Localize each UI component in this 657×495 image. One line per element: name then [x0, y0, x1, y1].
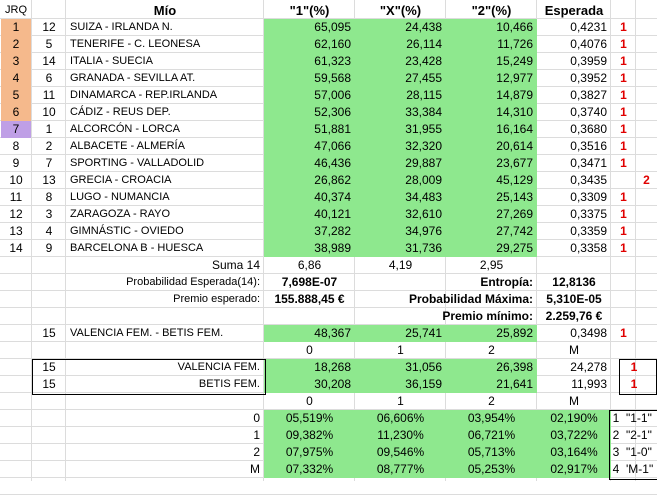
goals-header: 2 — [488, 343, 495, 357]
pick-one[interactable]: 1 — [620, 122, 627, 136]
prob-maxima-label: Probabilidad Máxima: — [408, 292, 533, 306]
prob-one[interactable]: 57,006 — [264, 87, 355, 104]
match-order[interactable]: 7 — [45, 156, 53, 170]
matrix-cell-m[interactable]: 02,917% — [537, 461, 611, 478]
match-order[interactable]: 2 — [45, 139, 53, 153]
prob-x[interactable]: 27,455 — [355, 70, 446, 87]
jrq-number[interactable]: 6 — [1, 104, 31, 121]
match-name[interactable]: GRANADA - SEVILLA AT. — [70, 72, 196, 84]
suma-label: Suma 14 — [211, 258, 260, 272]
matrix-cell-2[interactable]: 03,954% — [446, 410, 537, 427]
match-name[interactable]: BARCELONA B - HUESCA — [70, 242, 204, 254]
prob-x[interactable]: 33,384 — [355, 104, 446, 121]
result-rank[interactable]: 4 — [612, 462, 620, 476]
esperada-value[interactable]: 0,3471 — [570, 156, 607, 170]
entropia-label: Entropía: — [480, 275, 533, 289]
matrix-header: M — [569, 394, 579, 408]
prob-x[interactable]: 32,320 — [355, 138, 446, 155]
match-order[interactable]: 6 — [45, 71, 53, 85]
header-two: "2"(%) — [471, 3, 512, 18]
result-score[interactable]: 'M-1" — [626, 462, 654, 476]
esperada-value[interactable]: 0,3358 — [570, 241, 607, 255]
goals-0[interactable]: 30,208 — [264, 376, 355, 393]
pick-two[interactable] — [636, 19, 657, 36]
pick-one[interactable]: 1 — [620, 37, 627, 51]
prob-x[interactable]: 28,115 — [355, 87, 446, 104]
esperada-value[interactable]: 0,3309 — [570, 190, 607, 204]
prob-two[interactable]: 20,614 — [446, 138, 537, 155]
match-order[interactable]: 12 — [42, 20, 56, 34]
pick-two[interactable] — [636, 189, 657, 206]
goals-m[interactable]: 24,278 — [570, 360, 607, 374]
matrix-cell-m[interactable]: 03,722% — [537, 427, 611, 444]
header-mio: Mío — [153, 3, 177, 18]
match-name[interactable]: ALBACETE - ALMERÍA — [70, 140, 185, 152]
jrq-number[interactable]: 11 — [9, 190, 23, 204]
pick-two[interactable] — [636, 53, 657, 70]
prob-one[interactable]: 52,306 — [264, 104, 355, 121]
result-score[interactable]: "2-1" — [626, 428, 652, 442]
match-order[interactable]: 5 — [45, 37, 53, 51]
goals-team[interactable]: VALENCIA FEM. — [177, 361, 260, 373]
jrq-number[interactable]: 13 — [9, 224, 23, 238]
pick-one[interactable]: 1 — [620, 156, 627, 170]
match-name[interactable]: SUIZA - IRLANDA N. — [70, 21, 173, 33]
goals-1[interactable]: 36,159 — [355, 376, 446, 393]
goals-team[interactable]: BETIS FEM. — [198, 378, 260, 390]
matrix-cell-0[interactable]: 07,975% — [264, 444, 355, 461]
matrix-cell-1[interactable]: 08,777% — [355, 461, 446, 478]
match-order[interactable]: 8 — [45, 190, 53, 204]
pleno-prob-one[interactable]: 48,367 — [264, 325, 355, 342]
goals-pick-box — [619, 359, 657, 395]
goals-2[interactable]: 26,398 — [446, 359, 537, 376]
prob-one[interactable]: 47,066 — [264, 138, 355, 155]
prob-one[interactable]: 40,374 — [264, 189, 355, 206]
prob-one[interactable]: 38,989 — [264, 240, 355, 257]
prob-x[interactable]: 29,887 — [355, 155, 446, 172]
prob-maxima-value: 5,310E-05 — [546, 292, 602, 306]
jrq-number[interactable]: 8 — [12, 139, 20, 153]
suma-x: 4,19 — [388, 258, 413, 272]
pick-two[interactable] — [636, 223, 657, 240]
jrq-number[interactable]: 1 — [1, 19, 31, 36]
pick-two[interactable] — [636, 70, 657, 87]
pleno-match[interactable]: VALENCIA FEM. - BETIS FEM. — [70, 327, 224, 339]
prob-x[interactable]: 34,976 — [355, 223, 446, 240]
pick-two[interactable] — [636, 155, 657, 172]
result-score[interactable]: "1-1" — [626, 411, 652, 425]
prob-x[interactable]: 32,610 — [355, 206, 446, 223]
matrix-row-label: 2 — [253, 445, 260, 459]
premio-esperado-value: 155.888,45 € — [274, 292, 345, 306]
prob-x[interactable]: 24,438 — [355, 19, 446, 36]
matrix-cell-1[interactable]: 11,230% — [355, 427, 446, 444]
pick-one[interactable]: 1 — [620, 190, 627, 204]
pleno-prob-x[interactable]: 25,741 — [355, 325, 446, 342]
esperada-value[interactable]: 0,3740 — [570, 105, 607, 119]
pleno-order[interactable]: 15 — [42, 326, 56, 340]
matrix-row-label: M — [250, 462, 260, 476]
jrq-number[interactable]: 5 — [1, 87, 31, 104]
prob-two[interactable]: 15,249 — [446, 53, 537, 70]
matrix-cell-2[interactable]: 06,721% — [446, 427, 537, 444]
match-order[interactable]: 9 — [45, 241, 53, 255]
match-order[interactable]: 13 — [42, 173, 56, 187]
header-esperada: Esperada — [544, 3, 604, 18]
jrq-number[interactable]: 14 — [9, 241, 23, 255]
pick-two[interactable] — [636, 121, 657, 138]
jrq-number[interactable]: 12 — [9, 207, 23, 221]
esperada-value[interactable]: 0,3359 — [570, 224, 607, 238]
matrix-cell-1[interactable]: 06,606% — [355, 410, 446, 427]
suma-one: 6,86 — [297, 258, 322, 272]
prob-one[interactable]: 61,323 — [264, 53, 355, 70]
prob-x[interactable]: 26,114 — [355, 36, 446, 53]
header-x: "X"(%) — [379, 3, 422, 18]
prob-one[interactable]: 59,568 — [264, 70, 355, 87]
match-order[interactable]: 4 — [45, 224, 53, 238]
prob-two[interactable]: 27,742 — [446, 223, 537, 240]
prob-two[interactable]: 16,164 — [446, 121, 537, 138]
match-name[interactable]: GIMNÁSTIC - OVIEDO — [70, 225, 184, 237]
prob-two[interactable]: 23,677 — [446, 155, 537, 172]
esperada-value[interactable]: 0,3375 — [570, 207, 607, 221]
esperada-value[interactable]: 0,3435 — [570, 173, 607, 187]
pleno-pick[interactable]: 1 — [620, 326, 627, 340]
match-name[interactable]: SPORTING - VALLADOLID — [70, 157, 205, 169]
results-box — [609, 410, 657, 480]
header-one: "1"(%) — [289, 3, 330, 18]
esperada-value[interactable]: 0,3952 — [570, 71, 607, 85]
prob-one[interactable]: 46,436 — [264, 155, 355, 172]
prob-x[interactable]: 23,428 — [355, 53, 446, 70]
prob-x[interactable]: 28,009 — [355, 172, 446, 189]
pick-two[interactable] — [636, 206, 657, 223]
result-rank[interactable]: 3 — [612, 445, 620, 459]
matrix-cell-m[interactable]: 03,164% — [537, 444, 611, 461]
prob-two[interactable]: 25,143 — [446, 189, 537, 206]
match-order[interactable]: 10 — [42, 105, 56, 119]
esperada-value[interactable]: 0,3516 — [570, 139, 607, 153]
prob-two[interactable]: 29,275 — [446, 240, 537, 257]
pick-one[interactable]: 1 — [620, 105, 627, 119]
jrq-number[interactable]: 3 — [1, 53, 31, 70]
goals-header: M — [569, 343, 579, 357]
match-name[interactable]: GRECIA - CROACIA — [70, 174, 172, 186]
goals-order[interactable]: 15 — [42, 377, 56, 391]
goals-team-box — [32, 359, 266, 395]
match-name[interactable]: ALCORCÓN - LORCA — [70, 123, 181, 135]
jrq-number[interactable]: 4 — [1, 70, 31, 87]
pleno-prob-two[interactable]: 25,892 — [446, 325, 537, 342]
match-name[interactable]: ZARAGOZA - RAYO — [70, 208, 171, 220]
premio-minimo-value: 2.259,76 € — [545, 309, 603, 323]
pick-one[interactable] — [611, 172, 636, 189]
match-order[interactable]: 11 — [42, 88, 56, 102]
prob-one[interactable]: 37,282 — [264, 223, 355, 240]
match-order[interactable]: 14 — [42, 54, 56, 68]
jrq-number[interactable]: 9 — [12, 156, 20, 170]
goals-1[interactable]: 31,056 — [355, 359, 446, 376]
goals-2[interactable]: 21,641 — [446, 376, 537, 393]
prob-two[interactable]: 10,466 — [446, 19, 537, 36]
pick-one[interactable]: 1 — [620, 54, 627, 68]
result-rank[interactable]: 2 — [612, 428, 620, 442]
goals-order[interactable]: 15 — [42, 360, 56, 374]
header-jrq: JRQ — [5, 4, 27, 16]
match-name[interactable]: CÁDIZ - REUS DEP. — [70, 106, 171, 118]
pick-one[interactable]: 1 — [620, 139, 627, 153]
goals-header: 1 — [397, 343, 404, 357]
prob-esperada-label: Probabilidad Esperada(14): — [126, 276, 260, 288]
matrix-header: 2 — [488, 394, 495, 408]
pick-one[interactable]: 1 — [620, 71, 627, 85]
jrq-number[interactable]: 10 — [9, 173, 23, 187]
prob-two[interactable]: 27,269 — [446, 206, 537, 223]
prob-one[interactable]: 40,121 — [264, 206, 355, 223]
prob-x[interactable]: 34,483 — [355, 189, 446, 206]
esperada-value[interactable]: 0,4076 — [570, 37, 607, 51]
match-order[interactable]: 3 — [45, 207, 53, 221]
prob-two[interactable]: 12,977 — [446, 70, 537, 87]
goals-pick[interactable]: 1 — [630, 377, 638, 391]
premio-esperado-label: Premio esperado: — [173, 293, 260, 305]
pick-two[interactable] — [636, 36, 657, 53]
result-score[interactable]: "1-0" — [626, 445, 652, 459]
entropia-value: 12,8136 — [552, 275, 596, 289]
match-name[interactable]: DINAMARCA - REP.IRLANDA — [70, 89, 218, 101]
prob-x[interactable]: 31,955 — [355, 121, 446, 138]
matrix-cell-0[interactable]: 09,382% — [264, 427, 355, 444]
pick-two[interactable] — [636, 138, 657, 155]
matrix-cell-2[interactable]: 05,713% — [446, 444, 537, 461]
match-name[interactable]: LUGO - NUMANCIA — [70, 191, 170, 203]
matrix-row-label: 0 — [253, 411, 260, 425]
prob-one[interactable]: 51,881 — [264, 121, 355, 138]
matrix-cell-2[interactable]: 05,253% — [446, 461, 537, 478]
esperada-value[interactable]: 0,4231 — [570, 20, 607, 34]
pick-one[interactable]: 1 — [620, 88, 627, 102]
result-rank[interactable]: 1 — [612, 411, 620, 425]
pick-two[interactable]: 2 — [643, 173, 650, 187]
match-name[interactable]: ITALIA - SUECIA — [70, 55, 153, 67]
prob-two[interactable]: 14,310 — [446, 104, 537, 121]
matrix-cell-m[interactable]: 02,190% — [537, 410, 611, 427]
prob-two[interactable]: 14,879 — [446, 87, 537, 104]
goals-0[interactable]: 18,268 — [264, 359, 355, 376]
jrq-number[interactable]: 2 — [1, 36, 31, 53]
pick-two[interactable] — [636, 240, 657, 257]
pick-two[interactable] — [636, 104, 657, 121]
pick-two[interactable] — [636, 87, 657, 104]
matrix-cell-0[interactable]: 07,332% — [264, 461, 355, 478]
esperada-value[interactable]: 0,3827 — [570, 88, 607, 102]
pleno-esperada[interactable]: 0,3498 — [570, 326, 607, 340]
goals-header: 0 — [306, 343, 313, 357]
goals-pick[interactable]: 1 — [630, 360, 638, 374]
prob-one[interactable]: 65,095 — [264, 19, 355, 36]
prob-x[interactable]: 31,736 — [355, 240, 446, 257]
matrix-cell-1[interactable]: 09,546% — [355, 444, 446, 461]
prob-two[interactable]: 11,726 — [446, 36, 537, 53]
matrix-row-label: 1 — [253, 428, 260, 442]
goals-m[interactable]: 11,993 — [571, 377, 607, 391]
matrix-header: 1 — [397, 394, 404, 408]
prob-two[interactable]: 45,129 — [446, 172, 537, 189]
match-name[interactable]: TENERIFE - C. LEONESA — [70, 38, 201, 50]
prob-one[interactable]: 62,160 — [264, 36, 355, 53]
match-order[interactable]: 1 — [45, 122, 53, 136]
prob-esperada-value: 7,698E-07 — [281, 275, 338, 289]
jrq-number[interactable]: 7 — [1, 121, 31, 138]
pick-one[interactable]: 1 — [620, 20, 627, 34]
premio-minimo-label: Premio mínimo: — [442, 309, 533, 323]
matrix-cell-0[interactable]: 05,519% — [264, 410, 355, 427]
prob-one[interactable]: 26,862 — [264, 172, 355, 189]
esperada-value[interactable]: 0,3680 — [570, 122, 607, 136]
pick-one[interactable]: 1 — [620, 241, 627, 255]
pick-one[interactable]: 1 — [620, 224, 627, 238]
esperada-value[interactable]: 0,3959 — [570, 54, 607, 68]
suma-two: 2,95 — [479, 258, 504, 272]
pick-one[interactable]: 1 — [620, 207, 627, 221]
matrix-header: 0 — [306, 394, 313, 408]
